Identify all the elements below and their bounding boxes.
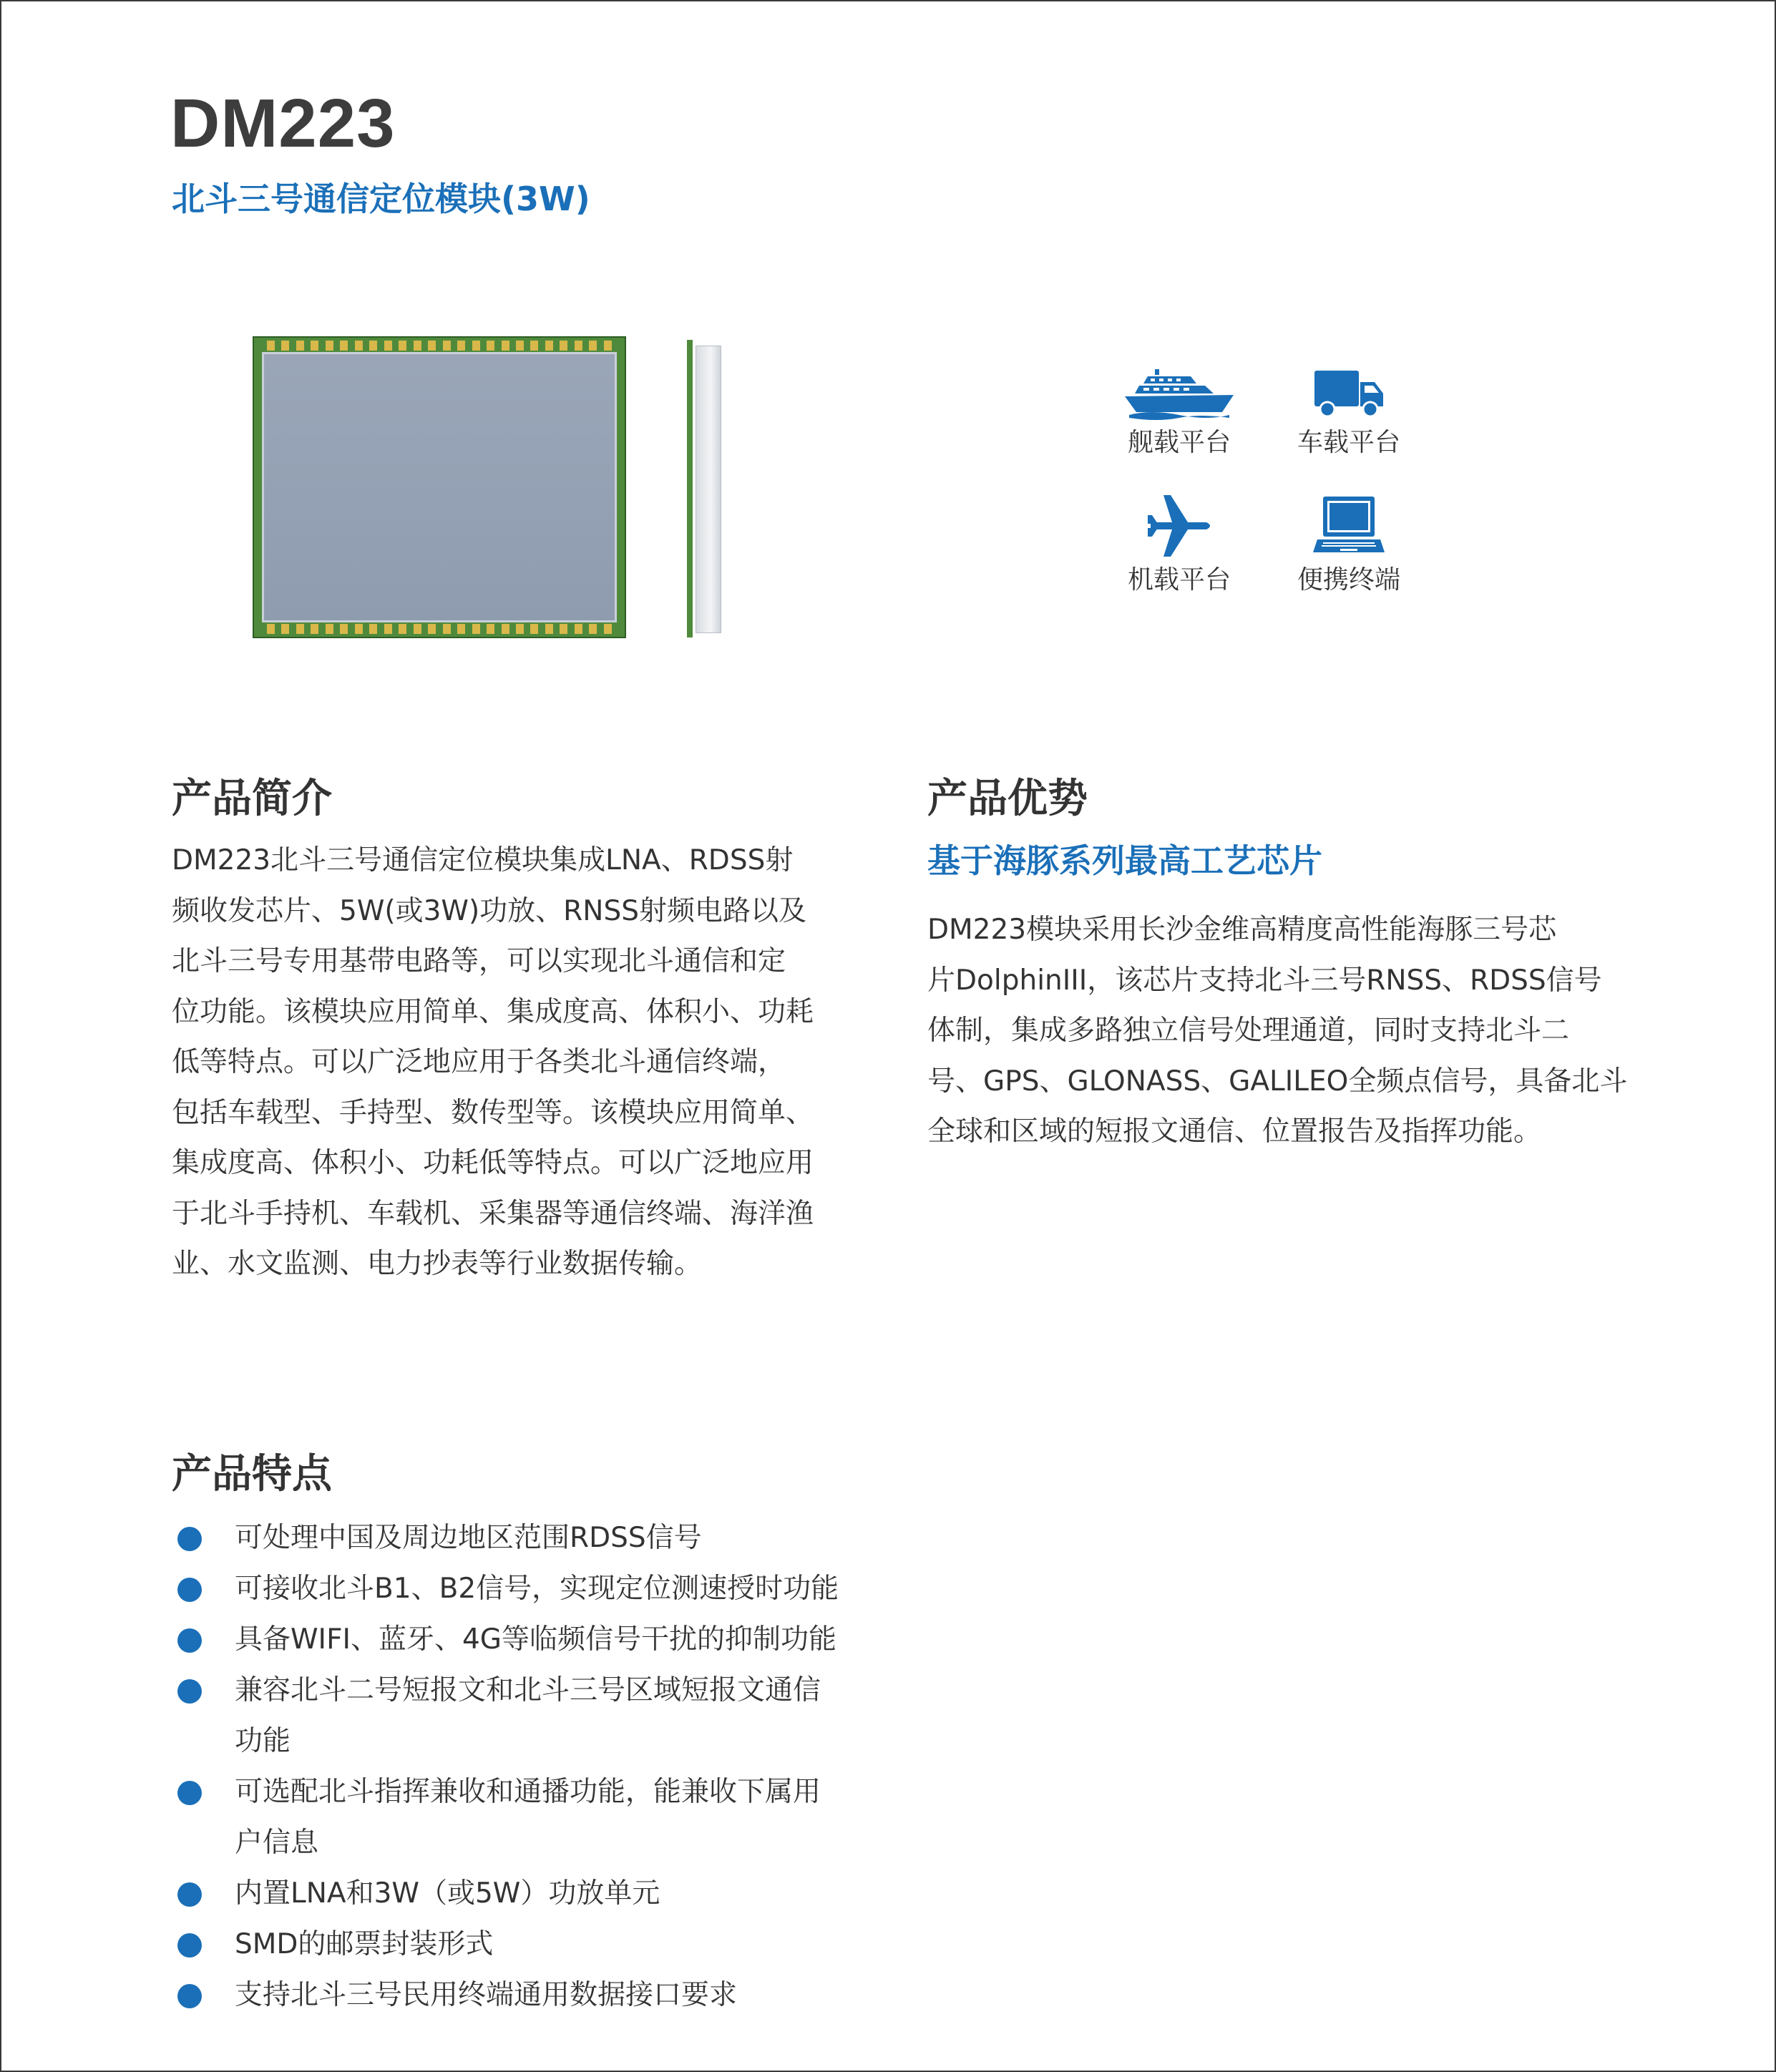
intro-line: 低等特点。可以广泛地应用于各类北斗通信终端， bbox=[172, 1046, 786, 1078]
bullet-dot-icon bbox=[177, 1933, 202, 1958]
intro-line: 包括车载型、手持型、数传型等。该模块应用简单、 bbox=[172, 1096, 814, 1129]
feature-text: SMD的邮票封装形式 bbox=[235, 1928, 494, 1960]
product-subtitle: 北斗三号通信定位模块(3W) bbox=[172, 180, 590, 218]
advantage-line: 号、GPS、GLONASS、GALILEO全频点信号，具备北斗 bbox=[927, 1065, 1628, 1098]
solder-pad bbox=[428, 341, 436, 351]
bullet-dot-icon bbox=[177, 1679, 202, 1704]
intro-line: 于北斗手持机、车载机、采集器等通信终端、海洋渔 bbox=[172, 1197, 814, 1230]
bullet-dot-icon bbox=[177, 1781, 202, 1805]
feature-text: 具备WIFI、蓝牙、4G等临频信号干扰的抑制功能 bbox=[235, 1623, 837, 1656]
solder-pad bbox=[575, 341, 582, 351]
advantage-line: 体制，集成多路独立信号处理通道，同时支持北斗二 bbox=[927, 1015, 1570, 1047]
product-title: DM223 bbox=[170, 85, 396, 162]
solder-pad bbox=[530, 624, 538, 634]
intro-line: DM223北斗三号通信定位模块集成LNA、RDSS射 bbox=[172, 844, 794, 876]
truck-icon bbox=[1313, 366, 1385, 421]
platform-vehicle bbox=[1270, 366, 1428, 461]
advantage-paragraph bbox=[927, 905, 1636, 1158]
solder-pad bbox=[545, 341, 553, 351]
feature-text: 可处理中国及周边地区范围RDSS信号 bbox=[235, 1522, 702, 1554]
feature-text-continued: 功能 bbox=[235, 1725, 291, 1757]
feature-item bbox=[172, 1563, 909, 1614]
solder-pad bbox=[369, 624, 377, 634]
solder-pad bbox=[267, 624, 275, 634]
intro-line: 频收发芯片、5W(或3W)功放、RNSS射频电路以及 bbox=[172, 894, 806, 927]
bottom-pad-row bbox=[267, 624, 612, 634]
solder-pad bbox=[355, 341, 363, 351]
platform-portable-label: 便携终端 bbox=[1297, 565, 1400, 595]
solder-pad bbox=[369, 341, 377, 351]
solder-pad bbox=[326, 341, 333, 351]
solder-pad bbox=[355, 624, 363, 634]
platform-aircraft-label: 机载平台 bbox=[1127, 565, 1231, 595]
solder-pad bbox=[457, 624, 465, 634]
solder-pad bbox=[281, 624, 289, 634]
solder-pad bbox=[502, 624, 509, 634]
advantage-subheading: 基于海豚系列最高工艺芯片 bbox=[927, 841, 1322, 880]
platform-vehicle-label: 车载平台 bbox=[1297, 428, 1400, 457]
solder-pad bbox=[516, 624, 524, 634]
feature-item bbox=[172, 1614, 909, 1665]
solder-pad bbox=[457, 341, 465, 351]
feature-item bbox=[172, 1513, 909, 1563]
solder-pad bbox=[560, 341, 567, 351]
solder-pad bbox=[502, 341, 509, 351]
side-shield bbox=[696, 346, 721, 633]
advantage-line: DM223模块采用长沙金维高精度高性能海豚三号芯 bbox=[927, 914, 1557, 946]
features-heading: 产品特点 bbox=[172, 1451, 332, 1497]
solder-pad bbox=[443, 624, 451, 634]
feature-text: 内置LNA和3W（或5W）功放单元 bbox=[235, 1877, 660, 1910]
solder-pad bbox=[326, 624, 333, 634]
solder-pad bbox=[472, 624, 480, 634]
feature-item bbox=[172, 1970, 909, 2020]
intro-line: 北斗三号专用基带电路等，可以实现北斗通信和定 bbox=[172, 945, 786, 977]
feature-item bbox=[172, 1766, 909, 1868]
advantage-line: 全球和区域的短报文通信、位置报告及指挥功能。 bbox=[927, 1115, 1542, 1148]
solder-pad bbox=[296, 341, 304, 351]
side-pcb bbox=[687, 340, 693, 637]
solder-pad bbox=[414, 341, 421, 351]
intro-line: 业、水文监测、电力抄表等行业数据传输。 bbox=[172, 1248, 703, 1280]
intro-line: 位功能。该模块应用简单、集成度高、体积小、功耗 bbox=[172, 995, 814, 1028]
solder-pad bbox=[399, 624, 406, 634]
solder-pad bbox=[575, 624, 582, 634]
platform-ship bbox=[1101, 366, 1258, 461]
solder-pad bbox=[340, 624, 348, 634]
feature-item bbox=[172, 1868, 909, 1919]
module-side-image bbox=[687, 340, 721, 637]
feature-text: 可接收北斗B1、B2信号，实现定位测速授时功能 bbox=[235, 1573, 839, 1605]
solder-pad bbox=[589, 624, 597, 634]
solder-pad bbox=[443, 341, 451, 351]
solder-pad bbox=[414, 624, 421, 634]
feature-item bbox=[172, 1919, 909, 1970]
top-pad-row bbox=[267, 341, 612, 351]
solder-pad bbox=[267, 341, 275, 351]
feature-text-continued: 户信息 bbox=[235, 1827, 319, 1859]
solder-pad bbox=[545, 624, 553, 634]
platform-aircraft bbox=[1101, 494, 1258, 598]
features-list bbox=[172, 1513, 909, 2020]
solder-pad bbox=[516, 341, 524, 351]
solder-pad bbox=[281, 341, 289, 351]
solder-pad bbox=[311, 624, 318, 634]
bullet-dot-icon bbox=[177, 1628, 202, 1653]
ship-icon bbox=[1122, 366, 1236, 421]
solder-pad bbox=[530, 341, 538, 351]
laptop-icon bbox=[1313, 494, 1385, 558]
solder-pad bbox=[487, 341, 494, 351]
solder-pad bbox=[560, 624, 567, 634]
platform-portable bbox=[1270, 494, 1428, 598]
solder-pad bbox=[311, 341, 318, 351]
solder-pad bbox=[340, 341, 348, 351]
bullet-dot-icon bbox=[177, 1578, 202, 1602]
platform-ship-label: 舰载平台 bbox=[1127, 428, 1231, 457]
solder-pad bbox=[428, 624, 436, 634]
shield-can bbox=[262, 352, 617, 622]
advantage-heading: 产品优势 bbox=[927, 776, 1088, 822]
intro-heading: 产品简介 bbox=[172, 776, 332, 822]
solder-pad bbox=[399, 341, 406, 351]
solder-pad bbox=[472, 341, 480, 351]
solder-pad bbox=[487, 624, 494, 634]
solder-pad bbox=[296, 624, 304, 634]
solder-pad bbox=[589, 341, 597, 351]
airplane-icon bbox=[1145, 494, 1214, 558]
feature-text: 支持北斗三号民用终端通用数据接口要求 bbox=[235, 1979, 738, 2011]
feature-item bbox=[172, 1665, 909, 1766]
intro-line: 集成度高、体积小、功耗低等特点。可以广泛地应用 bbox=[172, 1147, 814, 1179]
feature-text: 可选配北斗指挥兼收和通播功能，能兼收下属用 bbox=[235, 1776, 821, 1808]
bullet-dot-icon bbox=[177, 1882, 202, 1907]
bullet-dot-icon bbox=[177, 1984, 202, 2008]
solder-pad bbox=[384, 624, 392, 634]
bullet-dot-icon bbox=[177, 1527, 202, 1551]
module-front-image bbox=[253, 336, 626, 638]
solder-pad bbox=[604, 624, 612, 634]
intro-paragraph bbox=[172, 836, 852, 1290]
solder-pad bbox=[384, 341, 392, 351]
solder-pad bbox=[604, 341, 612, 351]
feature-text: 兼容北斗二号短报文和北斗三号区域短报文通信 bbox=[235, 1674, 821, 1706]
advantage-line: 片DolphinIII，该芯片支持北斗三号RNSS、RDSS信号 bbox=[927, 964, 1602, 997]
